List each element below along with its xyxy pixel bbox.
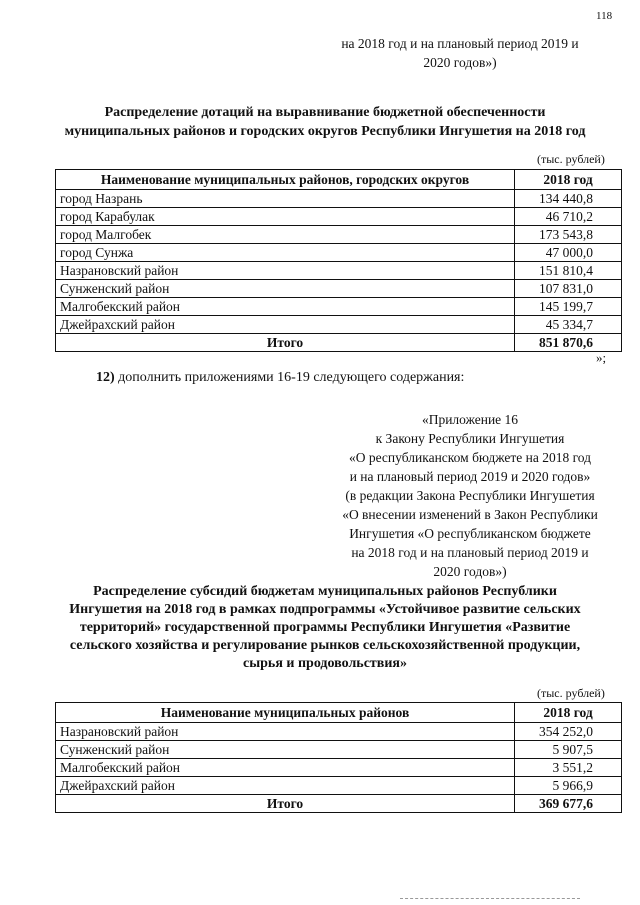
appendix-line: (в редакции Закона Республики Ингушетия: [345, 488, 595, 503]
cell-value: 151 810,4: [515, 262, 622, 280]
table-row: [56, 723, 622, 741]
table-row: [56, 244, 622, 262]
section2-title-line: территорий» государственной программы Республики Ингушетия «Развитие: [79, 620, 571, 635]
scan-artifact-line: [400, 898, 580, 900]
appendix-line: «О республиканском бюджете на 2018 год: [348, 450, 592, 465]
table-row: [56, 226, 622, 244]
appendix-line: к Закону Республики Ингушетия: [375, 431, 565, 446]
section2-units: (тыс. рублей): [537, 686, 605, 700]
table-row: [56, 190, 622, 208]
header-continuation: [300, 34, 620, 72]
point-12: [96, 370, 464, 386]
table-row: [56, 262, 622, 280]
cell-name: Малгобекский район: [56, 759, 515, 777]
cell-name: Сунженский район: [56, 280, 515, 298]
column-header-year: 2018 год: [515, 170, 622, 190]
table-row: [56, 208, 622, 226]
column-header-name: Наименование муниципальных районов: [56, 703, 515, 723]
cell-name: город Сунжа: [56, 244, 515, 262]
table-row: [56, 777, 622, 795]
section2-title-line: Ингушетия на 2018 год в рамках подпрограммы «Устойчивое развитие сельских: [69, 602, 581, 617]
point-12-text: дополнить приложениями 16-19 следующего содержания:: [114, 370, 465, 385]
cell-value: 134 440,8: [515, 190, 622, 208]
table-row: [56, 298, 622, 316]
total-value: 369 677,6: [515, 795, 622, 813]
appendix-line: «Приложение 16: [421, 412, 519, 427]
page-number: 118: [596, 10, 613, 22]
section2-title-line: сельского хозяйства и регулирование рынков сельскохозяйственной продукции,: [69, 638, 581, 653]
appendix-line: Ингушетия «О республиканском бюджете: [349, 526, 591, 541]
section2-title: [30, 583, 620, 673]
section1-table: [55, 169, 622, 352]
appendix-heading: [320, 410, 620, 581]
section2-table: [55, 702, 622, 813]
table-header-row: [56, 703, 622, 723]
appendix-line: и на плановый период 2019 и 2020 годов»: [349, 469, 591, 484]
appendix-line: 2020 годов»): [433, 564, 507, 579]
table-row: [56, 759, 622, 777]
column-header-year: 2018 год: [515, 703, 622, 723]
cell-name: город Малгобек: [56, 226, 515, 244]
cell-name: Джейрахский район: [56, 777, 515, 795]
table-total-row: [56, 334, 622, 352]
cell-value: 45 334,7: [515, 316, 622, 334]
section1-title-line: муниципальных районов и городских округов Республики Ингушетия на 2018 год: [64, 124, 586, 139]
cell-value: 173 543,8: [515, 226, 622, 244]
section2-title-line: сырья и продовольствия»: [243, 656, 407, 671]
section1-units: (тыс. рублей): [537, 152, 605, 166]
cell-value: 3 551,2: [515, 759, 622, 777]
cell-value: 46 710,2: [515, 208, 622, 226]
cell-value: 107 831,0: [515, 280, 622, 298]
cell-value: 47 000,0: [515, 244, 622, 262]
cell-value: 354 252,0: [515, 723, 622, 741]
cell-name: Назрановский район: [56, 723, 515, 741]
cell-value: 5 907,5: [515, 741, 622, 759]
cell-name: город Карабулак: [56, 208, 515, 226]
header-line: на 2018 год и на плановый период 2019 и: [341, 36, 579, 51]
total-label: Итого: [56, 334, 515, 352]
table-total-row: [56, 795, 622, 813]
cell-name: Сунженский район: [56, 741, 515, 759]
section1-title: [30, 103, 620, 141]
column-header-name: Наименование муниципальных районов, городских округов: [56, 170, 515, 190]
table-row: [56, 316, 622, 334]
cell-name: Джейрахский район: [56, 316, 515, 334]
total-label: Итого: [56, 795, 515, 813]
table-header-row: [56, 170, 622, 190]
cell-name: Малгобекский район: [56, 298, 515, 316]
section1-title-line: Распределение дотаций на выравнивание бюджетной обеспеченности: [104, 105, 546, 120]
cell-value: 145 199,7: [515, 298, 622, 316]
appendix-line: на 2018 год и на плановый период 2019 и: [351, 545, 589, 560]
cell-value: 5 966,9: [515, 777, 622, 795]
total-value: 851 870,6: [515, 334, 622, 352]
appendix-line: «О внесении изменений в Закон Республики: [342, 507, 598, 522]
table-row: [56, 741, 622, 759]
section2-title-line: Распределение субсидий бюджетам муниципальных районов Республики: [93, 584, 557, 599]
cell-name: Назрановский район: [56, 262, 515, 280]
point-12-number: 12): [96, 370, 115, 385]
table-row: [56, 280, 622, 298]
cell-name: город Назрань: [56, 190, 515, 208]
header-line: 2020 годов»): [423, 55, 497, 70]
closing-quote: »;: [596, 350, 607, 365]
